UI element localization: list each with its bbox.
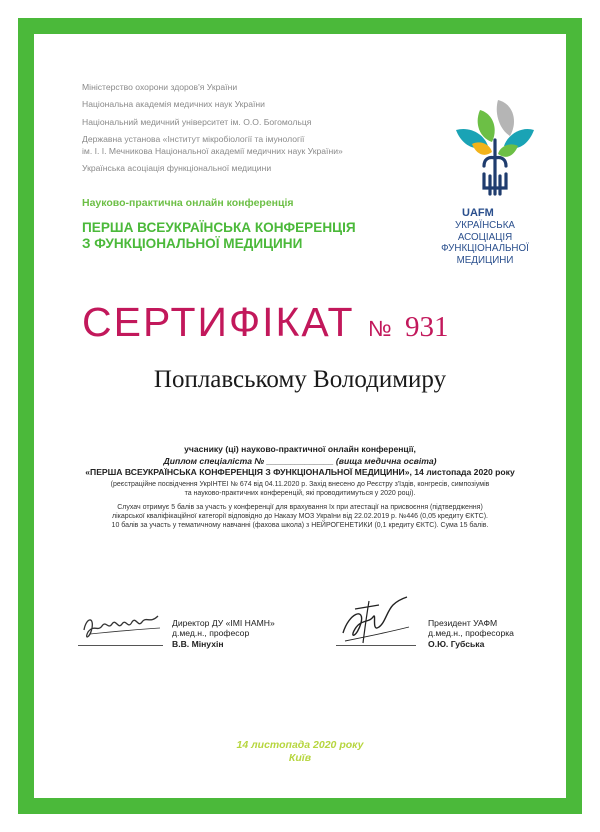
uafm-logo-icon [450,96,540,196]
organizations-list [82,81,462,175]
association-name-line: УКРАЇНСЬКА АСОЦІАЦІЯ [455,220,515,243]
signature-right-block [428,618,514,649]
certificate-heading [82,299,449,346]
org-line: Українська асоціація функціональної медицини [82,163,272,174]
recipient-name: Поплавському Володимиру [153,366,447,393]
signer-degree: д.мед.н., професор [172,628,250,639]
conference-title [82,220,422,252]
leaf-gray [497,100,514,136]
signature-right-image [335,593,415,651]
signer-degree: д.мед.н., професорка [428,628,514,639]
signature-left-block [172,618,275,649]
conference-title-line: З ФУНКЦІОНАЛЬНОЇ МЕДИЦИНИ [82,236,303,251]
body-line: учаснику (ці) науково-практичної онлайн конференції, [184,444,416,454]
org-line: ім. І. І. Мечникова Національної академії медичних наук України» [82,146,343,157]
footer-date-place [0,739,600,765]
conference-type: Науково-практична онлайн конференція [82,197,294,209]
body-line: (реєстраційне посвідчення УкрІНТЕІ № 674 від 04.11.2020 р. Захід внесено до Реєстру з'їздів, конгресів, симпозіумів [110,481,490,488]
certificate-number: 931 [405,311,449,343]
org-line: Національна академія медичних наук України [82,99,265,110]
body-line: Диплом спеціаліста № ______________ (вища медична освіта) [163,455,437,466]
conference-title-line: ПЕРША ВСЕУКРАЇНСЬКА КОНФЕРЕНЦІЯ [82,220,356,235]
footer-city: Київ [288,752,312,764]
participation-text [60,444,540,479]
signature-right-line [336,645,416,646]
body-line: Слухач отримує 5 балів за участь у конференції для врахування їх при атестації на присвоєння (підтвердження) [117,504,483,511]
association-abbr: UAFM [462,207,494,219]
body-line: та науково-практичних конференцій, які проводитимуться у 2020 році). [184,490,416,497]
signature-left-line [78,645,163,646]
signer-name: О.Ю. Губська [428,638,485,649]
org-line: Державна установа «Інститут мікробіології та імунології [82,133,305,144]
body-line: лікарської кваліфікаційної категорії відповідно до Наказу МОЗ України від 22.02.2019 р. №446 (0,05 кредиту ЄКТС). [111,513,488,520]
association-name-line: ФУНКЦІОНАЛЬНОЇ [441,243,529,254]
signer-role: Президент УАФМ [428,618,498,628]
certificate-title: СЕРТИФІКАТ [82,299,355,345]
number-sign: № [368,316,392,341]
org-line: Національний медичний університет ім. О.О. Богомольця [82,116,312,127]
footer-date: 14 листопада 2020 року [236,739,364,751]
signature-left-image [80,608,165,644]
registration-text [60,480,540,498]
body-line: 10 балів за участь у тематичному навчанні (фахова школа) з НЕЙРОГЕНЕТИКИ (0,1 кредиту ЄКТС). Сума 15 балів. [111,522,489,529]
signer-name: В.В. Мінухін [172,638,224,649]
points-text [60,503,540,530]
association-name [430,220,540,266]
body-line: «ПЕРША ВСЕУКРАЇНСЬКА КОНФЕРЕНЦІЯ З ФУНКЦІОНАЛЬНОЇ МЕДИЦИНИ», 14 листопада 2020 року [85,467,515,477]
leaf-yellow [472,142,492,154]
org-line: Міністерство охорони здоров'я України [82,82,238,92]
leaf-green-right [498,144,518,156]
association-name-line: МЕДИЦИНИ [456,254,514,266]
signer-role: Директор ДУ «ІМІ НАМН» [172,618,275,628]
